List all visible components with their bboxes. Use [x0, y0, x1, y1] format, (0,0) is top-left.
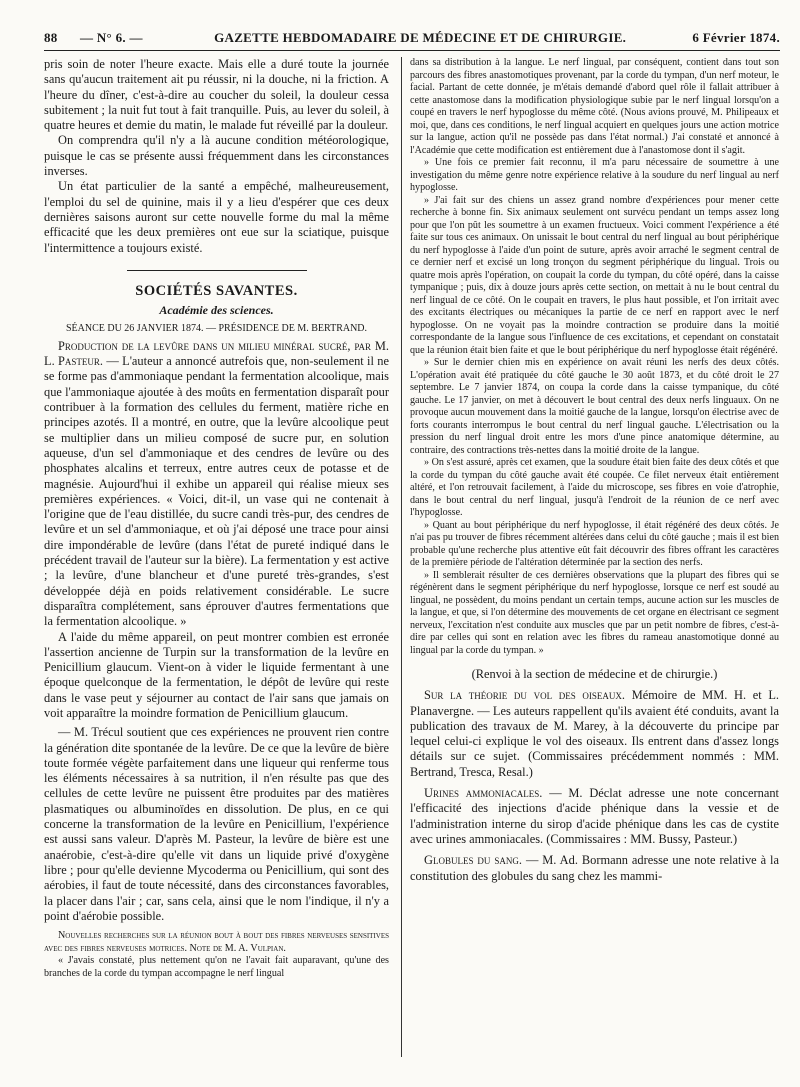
paragraph: Un état particulier de la santé a empêché, malheureusement, l'emploi du sel de quinine, mais il y a lieu d'espérer que ces deux dernières saisons auront sur cette nouvelle forme du mal la même efficacité que les deux premières ont eue sur la sciatique, puisque l'intermittence a toujours existé.: [44, 179, 389, 255]
issue-date: 6 Février 1874.: [692, 30, 780, 45]
article-globules: [410, 853, 779, 884]
page-header: [44, 30, 780, 46]
article-heading: Sur la théorie du vol des oiseaux.: [424, 688, 626, 703]
left-column: [44, 57, 395, 1057]
paragraph: On comprendra qu'il n'y a là aucune condition météorologique, puisque le cas se présente aussi fréquemment dans les circonstances inverses.: [44, 133, 389, 179]
session-line: SÉANCE DU 26 JANVIER 1874. — PRÉSIDENCE DE M. BERTRAND.: [65, 322, 368, 334]
columns: [44, 57, 780, 1057]
paragraph: » J'ai fait sur des chiens un assez grand nombre d'expériences pour mener cette recherche à bonne fin. Six animaux seulement ont survécu pendant un temps assez long pour que l'on pût les soumettre à un examen fructueux. Voici comment l'expérience a été faite sur tous ces animaux. On unissait le bout central du nerf lingual au bout périphérique du nerf hypoglosse à l'aide d'un point de suture, après avoir arraché le segment central de ce dernier nerf et excisé un long tronçon du segment périphérique du lingual. Trois ou quatre mois après l'opération, on coupait la corde du tympan, du côté opéré, dans la caisse tympanique ; puis, dix à douze jours après cette section, on mettait à nu le bout central du nerf lingual de ce côté. On le coupait en travers, le plus haut possible, et l'on irritait avec des excitants électriques ou mécaniques la partie de ce nerf en rapport avec le nerf hypoglosse. On ne voyait pas la moindre contraction se produire dans la moitié correspondante de la langue sous l'influence de ces excitations, et cependant on constatait que la réunion était bien faite et que le bout périphérique du nerf hypoglosse était régénéré.: [410, 194, 779, 356]
article-heading: Nouvelles recherches sur la réunion bout à bout des fibres nerveuses sensitives avec des fibres nerveuses motrices. Note de M. A. Vulpian.: [44, 930, 389, 954]
article-body: L'auteur a annoncé autrefois que, non-seulement il ne se forme pas d'ammoniaque pendant la fermentation alcoolique, mais que l'ammoniaque ajoutée à des moûts en fermentation disparaît pour contribuer à la formation des cellules du ferment, matière riche en principes azotés. Il a montré, en outre, que la levûre alcoolique peut se multiplier dans un milieu composé de sucre pur, en solution aqueuse, d'un sel d'ammoniaque et des cendres de levûre ou des phosphates alcalins et terreux, entre autres ceux de potasse et de magnésie. Aujourd'hui il exhibe un appareil qui réalise mieux ses premières expériences. « Voici, dit-il, un vase qui ne contenait à l'origine que de l'eau distillée, du sucre candi très-pur, des cendres de levûre et un sel d'ammoniaque, et où j'ai déposé une trace pour ainsi dire impondérable de levûre (dans l'état de pureté indiqué dans le précédent travail de l'auteur sur la bière). La fermentation y est active ; la levûre, d'une blancheur et d'une pureté très-grandes, s'est développée déjà en poids relativement considérable. Le sucre disparaîtra complétement, sans éprouver d'autres fermentations que la fermentation alcoolique. »: [44, 354, 389, 629]
paragraph: » Sur le dernier chien mis en expérience on avait réuni les nerfs des deux côtés. L'opération avait été pratiquée du côté gauche le 30 août 1873, et du côté droit le 27 septembre. Le 7 janvier 1874, on coupa la corde dans la caisse tympanique, du côté gauche. Le 17 janvier, on met à découvert le bout central des deux nerfs linguaux. On ne provoque aucun mouvement dans la moitié gauche de la langue, lorsqu'on électrise avec de forts courants interrompus le bout central du nerf lingual gauche. L'électrisation ou la pression du nerf lingual droit entre les mors d'une pince anatomique détermine, au contraire, des contractions très-nettes dans la moitié droite de la langue.: [410, 357, 779, 456]
paragraph: » On s'est assuré, après cet examen, que la soudure était bien faite des deux côtés et que la corde du tympan du côté gauche avait été coupée. Ce filet nerveux était entièrement altéré, et l'on retrouvait facilement, à l'aide du microscope, ses fibres en voie d'atrophie, dans le bout central du nerf lingual, jusqu'à l'endroit de la réunion de ce nerf avec l'hypoglosse.: [410, 457, 779, 518]
article-body: Mémoire de MM. H. et L. Planavergne. — Les auteurs rappellent qu'ils avaient été conduits, avant la publication des travaux de M. Marey, à la découverte du principe par lequel celui-ci explique le vol des oiseaux. Ils entrent dans d'assez longs détails sur ce sujet. (Commissaires précédemment nommés : MM. Bertrand, Tresca, Resal.): [410, 688, 779, 779]
column-divider: [401, 57, 402, 1057]
article-pasteur: [44, 339, 389, 630]
article-heading: Globules du sang.: [424, 853, 522, 868]
article-body: — M. Ad. Bormann adresse une note relative à la constitution des globules du sang chez les mammi-: [410, 853, 779, 883]
journal-title: GAZETTE HEBDOMADAIRE DE MÉDECINE ET DE CHIRURGIE.: [214, 30, 627, 45]
paragraph: » Quant au bout périphérique du nerf hypoglosse, il était régénéré des deux côtés. Je n'ai pas pu trouver de fibres récemment altérées dans celui du côté gauche ; mais il est bien probable qu'une recherche plus attentive eût fait découvrir des fibres offrant les caractères de la première période de l'altération déterminée par la section des nerfs.: [410, 519, 779, 568]
paragraph: » Une fois ce premier fait reconnu, il m'a paru nécessaire de soumettre à une investigation du même genre notre expérience relative à la soudure du nerf lingual au nerf hypoglosse.: [410, 157, 779, 193]
referral-note: (Renvoi à la section de médecine et de chirurgie.): [471, 667, 718, 681]
paragraph: pris soin de noter l'heure exacte. Mais elle a duré toute la journée sans qu'aucun traitement ait pu réussir, ni la douche, ni la friction. A l'heure du dîner, c'est-à-dire au coucher du soleil, la douleur cessa subitement ; la nuit fut tout à fait tranquille. Puis, au lever du soleil, à quatre heures et demie du matin, le malade fut réveillé par la douleur.: [44, 57, 389, 133]
section-divider: [127, 270, 307, 271]
article-heading: Urines ammoniacales.: [424, 786, 543, 801]
paragraph: » Il semblerait résulter de ces dernières observations que la plupart des fibres qui se régénèrent dans le segment périphérique du nerf hypoglosse, lorsque ce nerf est soudé au lingual, ne possèdent, du moins pendant un certain temps, aucune action sur les muscles de la langue, et que, si l'on détermine des mouvements de cet organe en électrisant ce segment nerveux, l'excitation n'est conduite aux muscles que par un petit nombre de fibres, c'est-à-dire par celles qui sont en relation avec les fibres du rameau anastomotique donné au lingual par la corde du tympan. »: [410, 569, 779, 656]
right-column: [408, 57, 779, 1057]
issue-number: — N° 6. —: [80, 30, 143, 45]
article-urines: [410, 786, 779, 847]
paragraph: — M. Trécul soutient que ces expériences ne prouvent rien contre la génération dite spontanée de la levûre. De ce que la levûre de bière toute formée végète parfaitement dans une liqueur qui renferme tous les éléments nécessaires à sa nutrition, il n'en résulte pas que des cellules de cette levûre ne puissent être produites par des matières plasmatiques ou albuminoïdes en dissolution. De plus, en ce qui concerne la transformation de la levûre en Penicillium, l'expérience est aussi sans valeur. D'après M. Pasteur, la levûre de bière est une anaérobie, c'est-à-dire qu'elle vit dans un liquide privé d'oxygène libre ; pour qu'elle devienne Mycoderma ou Penicillium, qui sont des aérobies, il faut de toute nécessité, dans des circonstances favorables, la placer dans l'air ; car, sans cela, ainsi que le nom l'indique, il n'y a point d'aérobie possible.: [44, 725, 389, 923]
article-vol: [410, 688, 779, 780]
paragraph: « J'avais constaté, plus nettement qu'on ne l'avait fait auparavant, qu'une des branches de la corde du tympan accompagne le nerf lingual: [44, 955, 389, 979]
section-subtitle: Académie des sciences.: [159, 302, 274, 317]
section-title: SOCIÉTÉS SAVANTES.: [135, 282, 298, 299]
paragraph: A l'aide du même appareil, on peut montrer combien est erronée l'assertion ancienne de Turpin sur la transformation de la levûre en Penicillium glaucum. Vient-on à vider le liquide fermentant à une époque quelconque de la fermentation, le dépôt de levûre qui reste dans le vase peut y séjourner au contact de l'air sans que jamais on voit apparaître la moindre formation de Penicillium glaucum.: [44, 629, 389, 720]
paragraph: dans sa distribution à la langue. Le nerf lingual, par conséquent, contient dans tout son parcours des fibres anastomotiques provenant, par la corde du tympan, d'un nerf moteur, le facial. Partant de cette donnée, je m'étais demandé d'abord quel rôle il fallait attribuer à cette anastomose dans la modification physiologique subie par le nerf lingual lorsqu'on a coupé en travers le nerf hypoglosse du même côté. (Nous avions prouvé, M. Philipeaux et moi, que, dans ces conditions, le nerf lingual acquiert en quelques jours une action motrice sur la langue, action qu'il ne possède pas dans l'état normal.) J'ai constaté et annoncé à l'Académie que cette modification est entièrement due à l'anastomose dont il s'agit.: [410, 57, 779, 156]
article-body: — M. Déclat adresse une note concernant l'efficacité des injections d'acide phénique dans la vessie et de l'administration interne du sirop d'acide phénique dans les cas de cystite avec urines ammoniacales. (Commissaires : MM. Bussy, Pasteur.): [410, 786, 779, 846]
header-rule: [44, 50, 780, 51]
article-heading: Production de la levûre dans un milieu minéral sucré, par M. L. Pasteur. —: [44, 338, 389, 369]
page-number: 88: [44, 30, 58, 45]
